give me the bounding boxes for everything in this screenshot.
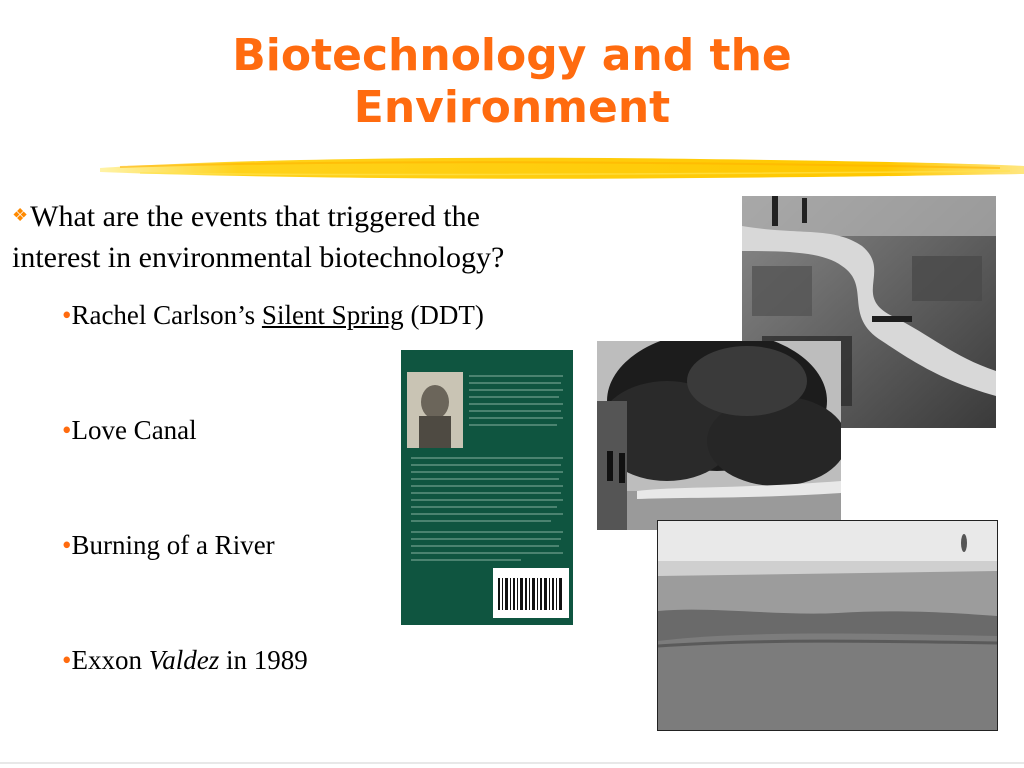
title-line-1: Biotechnology and the bbox=[232, 30, 792, 81]
silent-spring-title: Silent Spring bbox=[261, 300, 404, 330]
sub-bullet-burning-river: •Burning of a River bbox=[62, 530, 275, 560]
aerial-lake-photo bbox=[657, 520, 998, 731]
sub-bullet-exxon-valdez: •Exxon Valdez in 1989 bbox=[62, 645, 308, 675]
footer-divider bbox=[0, 762, 1024, 764]
diamond-bullet-icon: ❖ bbox=[12, 205, 29, 225]
bullet-dot: • bbox=[62, 300, 72, 330]
title-line-2: Environment bbox=[353, 82, 671, 133]
bullet-dot: • bbox=[62, 415, 72, 445]
yellow-brush-stroke bbox=[100, 150, 1024, 190]
sub-bullet-silent-spring: •Rachel Carlson’s Silent Spring (DDT) bbox=[62, 300, 484, 330]
main-bullet bbox=[12, 195, 712, 278]
slide-title bbox=[150, 30, 874, 134]
question-line-1: What are the events that triggered the bbox=[30, 200, 480, 233]
bullet-dot: • bbox=[62, 645, 72, 675]
burning-river-photo bbox=[597, 341, 841, 530]
question-line-2: interest in environmental biotechnology? bbox=[12, 241, 505, 274]
sub-bullet-love-canal: •Love Canal bbox=[62, 415, 197, 445]
bullet-dot: • bbox=[62, 530, 72, 560]
silent-spring-book-cover bbox=[401, 350, 573, 625]
